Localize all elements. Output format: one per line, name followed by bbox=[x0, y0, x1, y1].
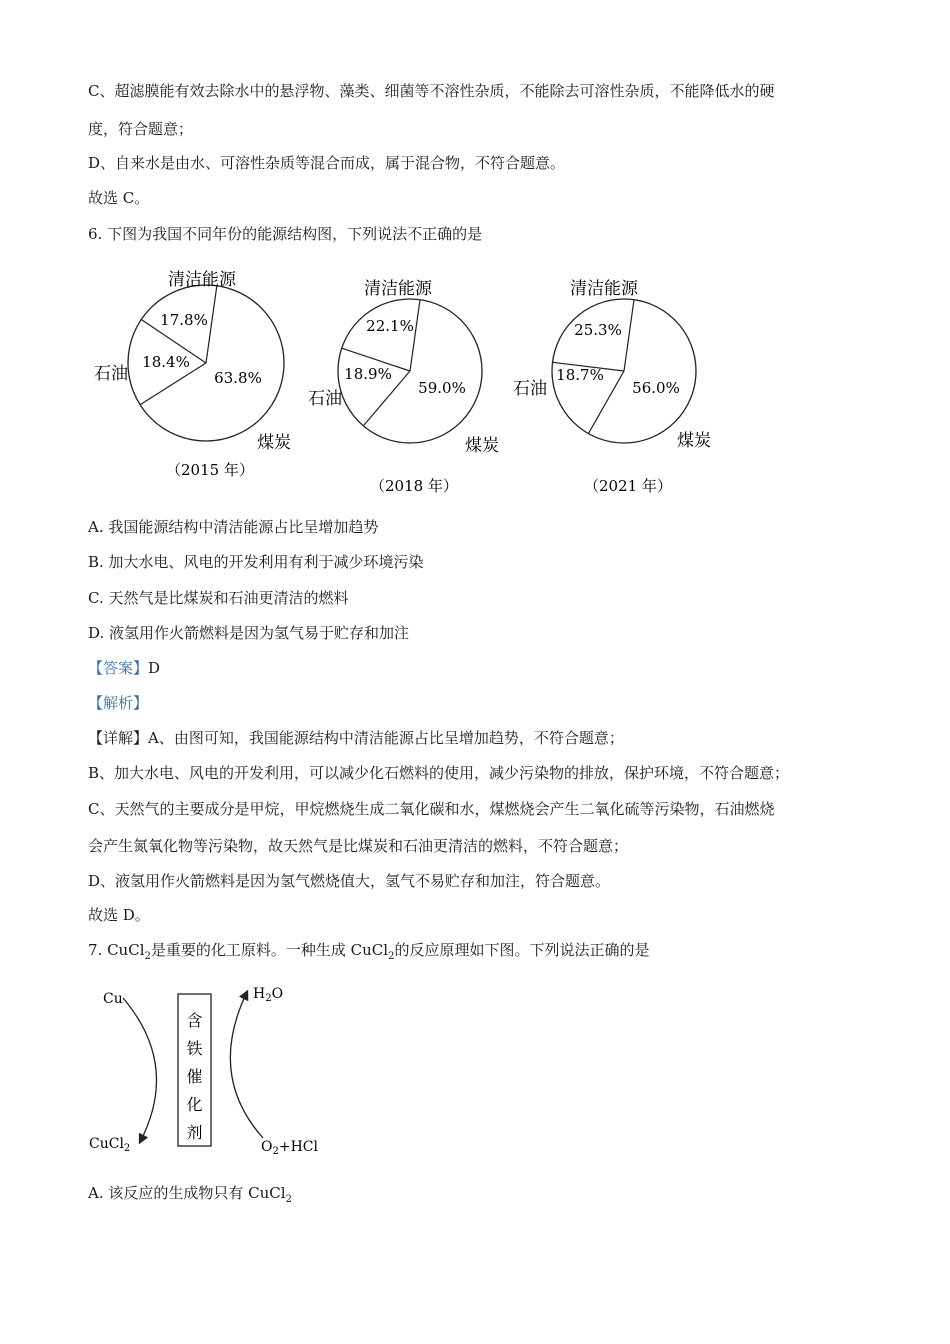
detail-tag: 【详解】 bbox=[88, 729, 149, 747]
catalyst-char: 催 bbox=[186, 1067, 203, 1086]
text-line: 度，符合题意； bbox=[88, 120, 194, 138]
label-h2o: $H_2O$ bbox=[253, 986, 284, 1004]
arrow-cu-to-cucl2 bbox=[123, 998, 156, 1142]
pie-category-label: 清洁能源 bbox=[570, 279, 638, 299]
pie-value-label: 18.9% bbox=[344, 365, 392, 383]
subscript: 2 bbox=[285, 1194, 292, 1205]
reaction-diagram bbox=[85, 980, 345, 1160]
option-c: C. 天然气是比煤炭和石油更清洁的燃料 bbox=[88, 589, 349, 607]
pie-caption: （2021 年） bbox=[584, 477, 672, 495]
explanation-b: B、加大水电、风电的开发利用，可以减少化石燃料的使用，减少污染物的排放，保护环境，不符合题意； bbox=[88, 764, 790, 782]
catalyst-char: 化 bbox=[186, 1095, 203, 1114]
pie-category-label: 煤炭 bbox=[257, 433, 291, 453]
catalyst-char: 铁 bbox=[186, 1039, 203, 1058]
option-d: D. 液氢用作火箭燃料是因为氢气易于贮存和加注 bbox=[88, 624, 410, 642]
q7-text: 是重要的化工原料。一种生成 CuCl bbox=[150, 941, 389, 959]
analysis-tag: 【解析】 bbox=[88, 694, 149, 712]
detail-line bbox=[88, 728, 624, 748]
text-line: 故选 C。 bbox=[88, 189, 150, 207]
option-7a bbox=[88, 1183, 292, 1210]
explanation-c: C、天然气的主要成分是甲烷，甲烷燃烧生成二氧化碳和水，煤燃烧会产生二氧化硫等污染物，石油燃烧 bbox=[88, 800, 775, 818]
pie-category-label: 清洁能源 bbox=[168, 270, 236, 290]
pie-value-label: 18.7% bbox=[556, 366, 604, 384]
label-cu: Cu bbox=[103, 991, 123, 1007]
pie-category-label: 石油 bbox=[513, 379, 547, 399]
arrow-to-h2o bbox=[230, 992, 263, 1138]
pie-value-label: 56.0% bbox=[632, 379, 680, 397]
pie-value-label: 25.3% bbox=[574, 321, 622, 339]
question-7 bbox=[88, 940, 649, 967]
answer-value: D bbox=[148, 659, 161, 677]
conclusion: 故选 D。 bbox=[88, 906, 150, 924]
subscript: 2 bbox=[388, 951, 395, 962]
pie-value-label: 59.0% bbox=[418, 379, 466, 397]
catalyst-char: 剂 bbox=[186, 1123, 203, 1142]
pie-caption: （2018 年） bbox=[370, 477, 458, 495]
explanation-c-cont: 会产生氮氧化物等污染物，故天然气是比煤炭和石油更清洁的燃料，不符合题意； bbox=[88, 837, 629, 855]
option-a: A. 我国能源结构中清洁能源占比呈增加趋势 bbox=[88, 518, 379, 536]
pie-caption: （2015 年） bbox=[166, 461, 254, 479]
pie-category-label: 石油 bbox=[94, 364, 128, 384]
energy-pie-charts bbox=[0, 265, 950, 495]
label-o2-hcl: $O_2+HCl$ bbox=[261, 1139, 318, 1157]
text-line: D、自来水是由水、可溶性杂质等混合而成，属于混合物，不符合题意。 bbox=[88, 154, 566, 172]
subscript: 2 bbox=[144, 951, 151, 962]
pie-category-label: 煤炭 bbox=[677, 431, 711, 451]
q7a-text: A. 该反应的生成物只有 CuCl bbox=[88, 1184, 286, 1202]
pie-category-label: 清洁能源 bbox=[364, 279, 432, 299]
pie-value-label: 22.1% bbox=[366, 317, 414, 335]
answer-line bbox=[88, 658, 160, 678]
reaction-diagram-svg bbox=[85, 980, 345, 1160]
pie-category-label: 石油 bbox=[308, 389, 342, 409]
pie-value-label: 63.8% bbox=[214, 369, 262, 387]
pie-charts-svg bbox=[0, 265, 950, 495]
pie-category-label: 煤炭 bbox=[465, 436, 499, 456]
detail-text: A、由图可知，我国能源结构中清洁能源占比呈增加趋势，不符合题意； bbox=[148, 729, 624, 747]
catalyst-char: 含 bbox=[186, 1011, 203, 1030]
answer-tag: 【答案】 bbox=[88, 659, 149, 677]
question-6: 6. 下图为我国不同年份的能源结构图，下列说法不正确的是 bbox=[88, 225, 483, 243]
option-b: B. 加大水电、风电的开发利用有利于减少环境污染 bbox=[88, 553, 424, 571]
text-line: C、超滤膜能有效去除水中的悬浮物、藻类、细菌等不溶性杂质，不能除去可溶性杂质，不能降低水的硬 bbox=[88, 82, 775, 100]
pie-value-label: 18.4% bbox=[142, 353, 190, 371]
explanation-d: D、液氢用作火箭燃料是因为氢气燃烧值大，氢气不易贮存和加注，符合题意。 bbox=[88, 872, 611, 890]
pie-value-label: 17.8% bbox=[160, 311, 208, 329]
q7-text: 的反应原理如下图。下列说法正确的是 bbox=[394, 941, 650, 959]
label-cucl2: CuCl$_2$ bbox=[89, 1136, 131, 1154]
q7-text: 7. CuCl bbox=[88, 941, 145, 959]
